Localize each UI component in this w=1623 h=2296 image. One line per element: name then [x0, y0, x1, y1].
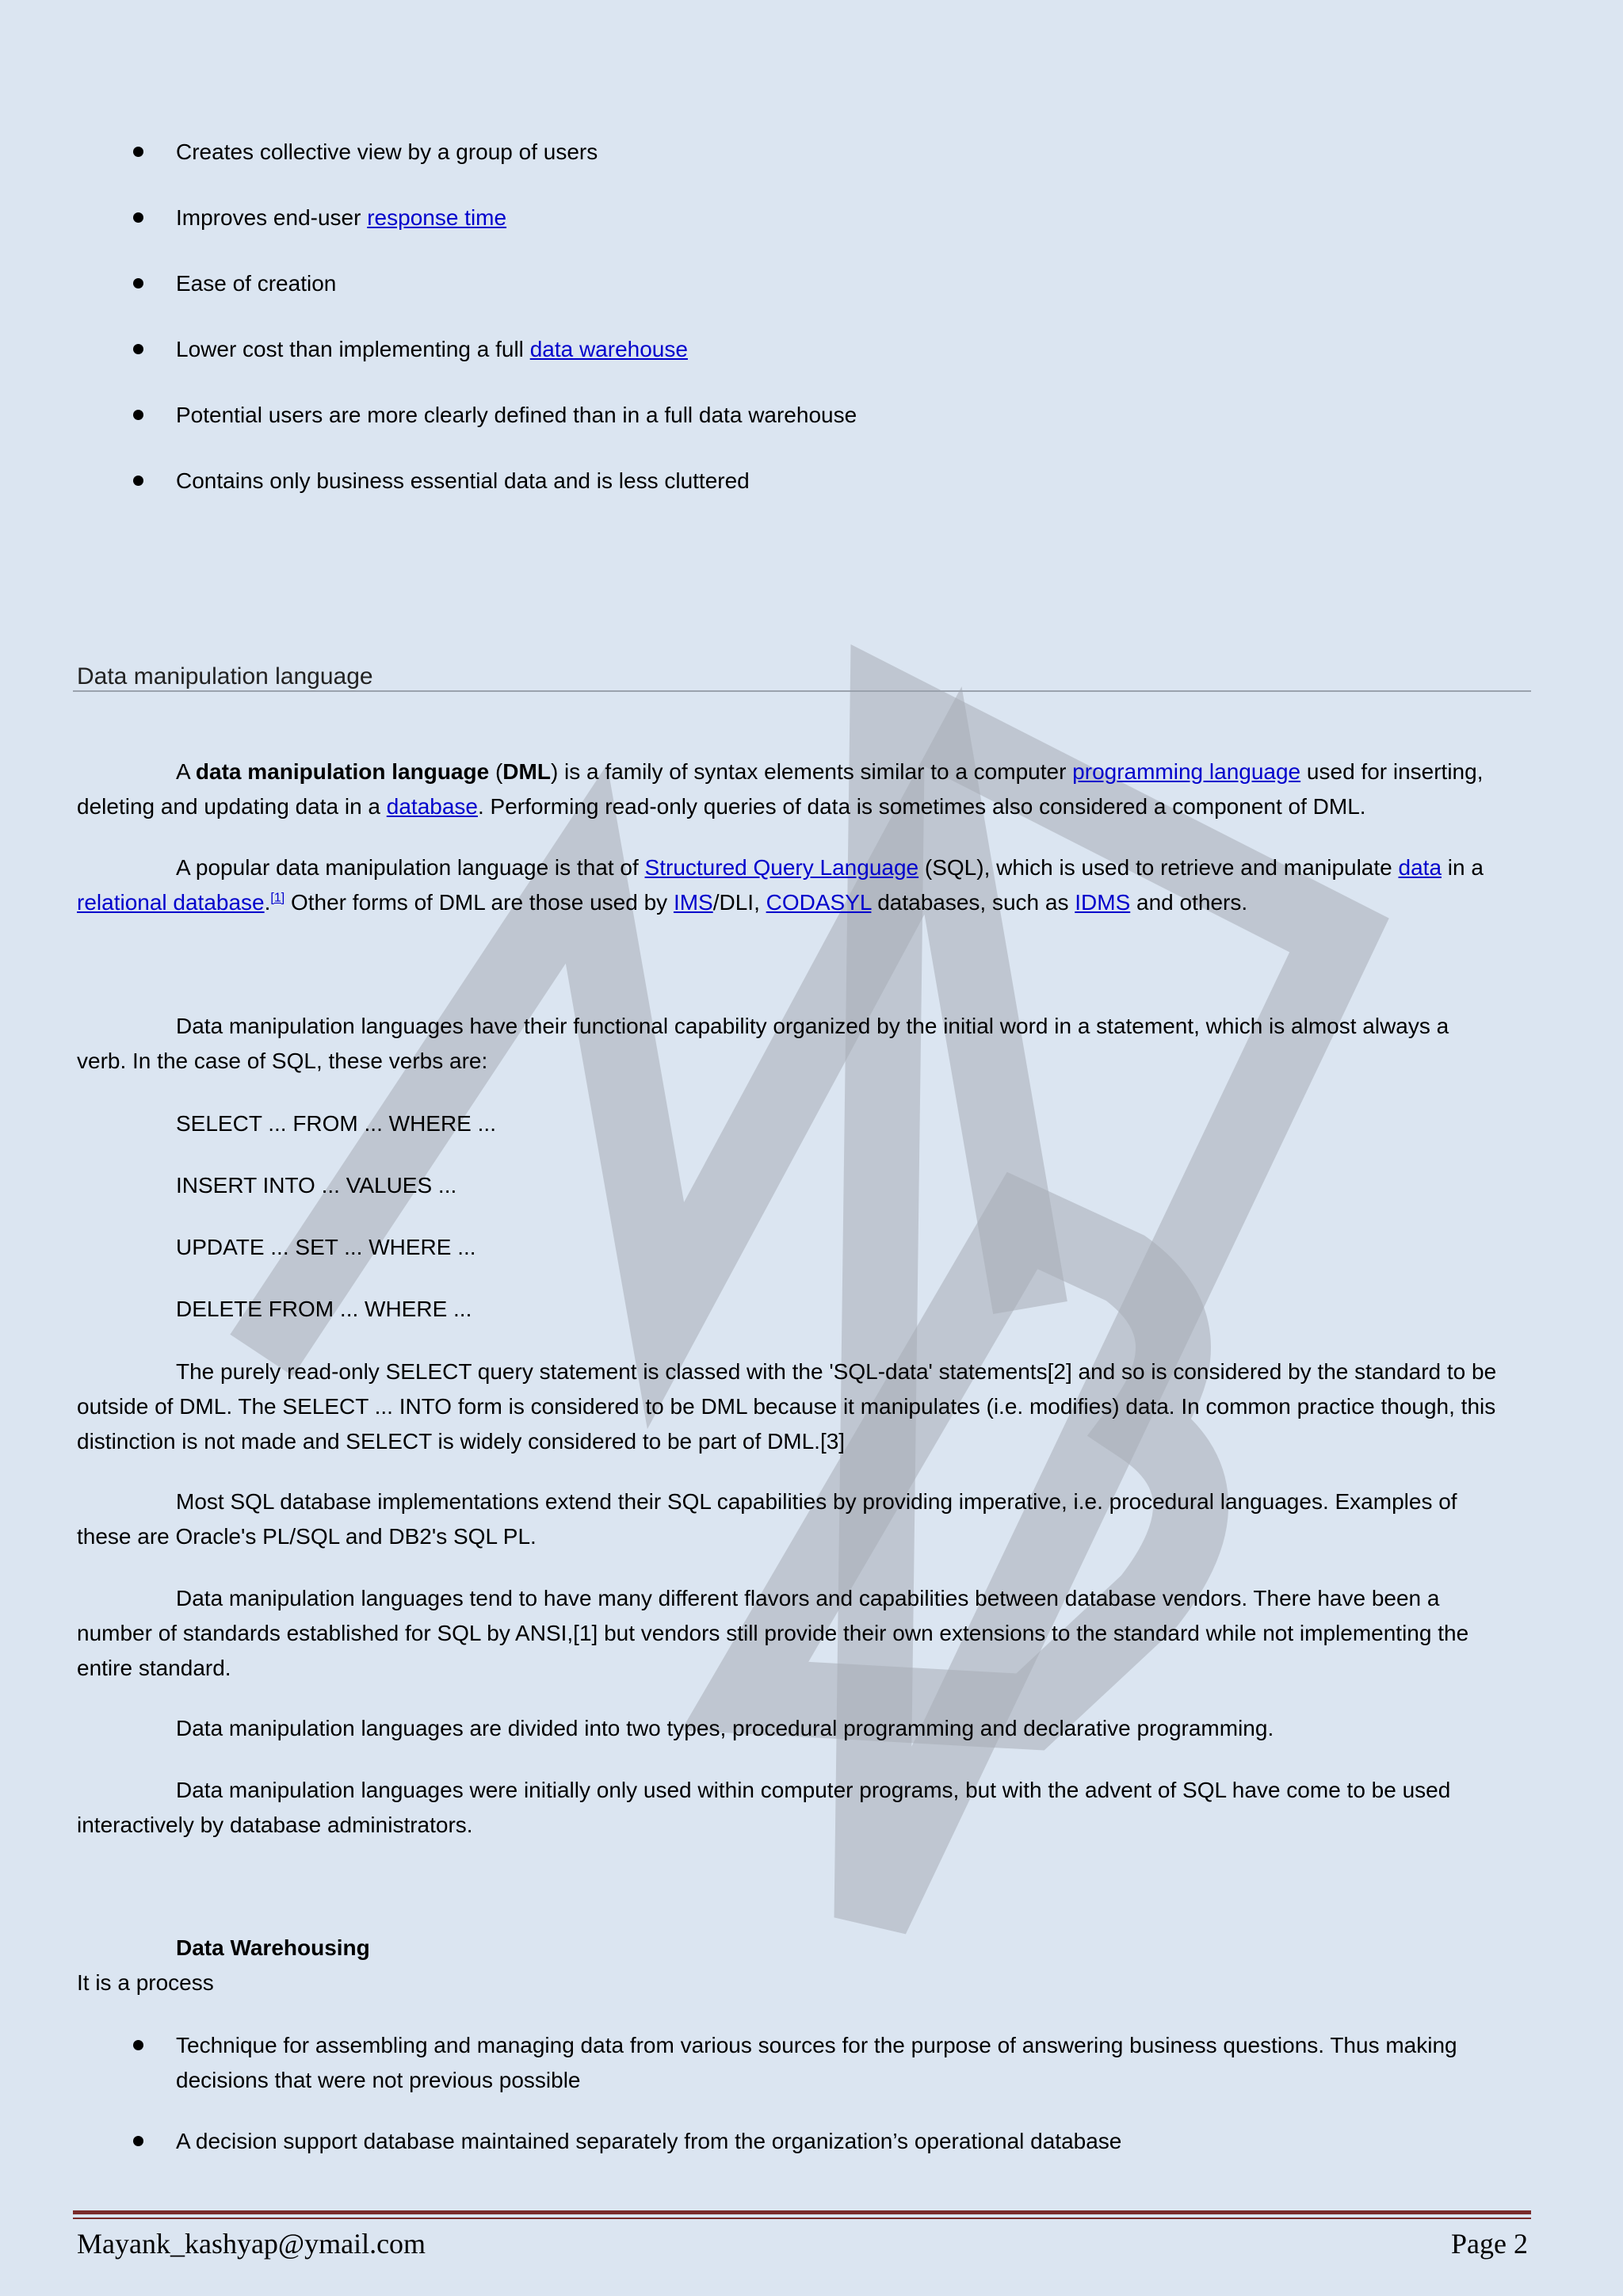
response-time-link[interactable]: response time	[367, 205, 507, 230]
dw-subtitle: It is a process	[77, 1970, 214, 1995]
list-item: Creates collective view by a group of users	[176, 135, 598, 170]
list-item: Lower cost than implementing a full data warehouse	[176, 332, 688, 367]
list-item: A decision support database maintained separately from the organization’s operational database	[176, 2124, 1121, 2159]
codasyl-link[interactable]: CODASYL	[766, 890, 872, 915]
footer-email: Mayank_kashyap@ymail.com	[77, 2228, 426, 2260]
body-paragraph: Data manipulation languages tend to have many different flavors and capabilities between database vendors. There have been a number of standards established for SQL by ANSI,[1] but vendors still provide their own extensions to the standard while not implementing the entire standard.	[77, 1586, 1469, 1680]
dw-title: Data Warehousing	[176, 1935, 370, 1960]
programming-language-link[interactable]: programming language	[1072, 759, 1301, 784]
idms-link[interactable]: IDMS	[1075, 890, 1131, 915]
body-paragraph: Data manipulation languages are divided into two types, procedural programming and declarative programming.	[176, 1716, 1274, 1740]
footer-page-number: Page 2	[1451, 2228, 1528, 2260]
list-item: Improves end-user response time	[176, 201, 506, 235]
data-link[interactable]: data	[1398, 855, 1442, 880]
structured-query-language-link[interactable]: Structured Query Language	[644, 855, 919, 880]
dml-intro-paragraph: A data manipulation language (DML) is a family of syntax elements similar to a computer programming language used for inserting, deleting and updating data in a database. Performing read-only queries of data is sometimes also considered a component of DML.	[77, 759, 1484, 819]
list-item: Contains only business essential data and is less cluttered	[176, 464, 750, 499]
list-item: Technique for assembling and managing data from various sources for the purpose of answering business questions. Thus making decisions that were not previous possible	[176, 2028, 1507, 2098]
database-link[interactable]: database	[386, 794, 478, 819]
body-paragraph: The purely read-only SELECT query statement is classed with the 'SQL-data' statements[2] and so is considered by the standard to be outside of DML. The SELECT ... INTO form is considered to be DML because it manipulates (i.e. modifies) data. In common practice though, this distinction is not made and SELECT is widely considered to be part of DML.[3]	[77, 1359, 1497, 1454]
ims-link[interactable]: IMS	[673, 890, 713, 915]
footnote-1-link[interactable]: [1]	[270, 891, 285, 905]
list-item: Potential users are more clearly defined than in a full data warehouse	[176, 398, 857, 433]
dml-sql-paragraph: A popular data manipulation language is that of Structured Query Language (SQL), which is used to retrieve and manipulate data in a relational database.[1] Other forms of DML are those used by IMS/DLI, CODASYL databases, such as IDMS and others.	[77, 855, 1484, 915]
sql-verb-delete: DELETE FROM ... WHERE ...	[176, 1297, 472, 1321]
sql-verb-update: UPDATE ... SET ... WHERE ...	[176, 1235, 476, 1259]
data-warehouse-link[interactable]: data warehouse	[529, 337, 688, 361]
body-paragraph: Most SQL database implementations extend their SQL capabilities by providing imperative, i.e. procedural languages. Examples of these are Oracle's PL/SQL and DB2's SQL PL.	[77, 1489, 1457, 1549]
section-heading: Data manipulation language	[77, 663, 373, 690]
sql-verb-insert: INSERT INTO ... VALUES ...	[176, 1173, 457, 1198]
relational-database-link[interactable]: relational database	[77, 890, 265, 915]
heading-divider	[73, 690, 1531, 692]
sql-verb-select: SELECT ... FROM ... WHERE ...	[176, 1111, 496, 1136]
footer-rule-thick	[73, 2210, 1531, 2214]
list-item: Ease of creation	[176, 266, 336, 301]
dml-verbs-paragraph: Data manipulation languages have their functional capability organized by the initial word in a statement, which is almost always a verb. In the case of SQL, these verbs are:	[77, 1014, 1449, 1073]
footer-rule-thin	[73, 2218, 1531, 2219]
body-paragraph: Data manipulation languages were initially only used within computer programs, but with the advent of SQL have come to be used interactively by database administrators.	[77, 1778, 1451, 1837]
